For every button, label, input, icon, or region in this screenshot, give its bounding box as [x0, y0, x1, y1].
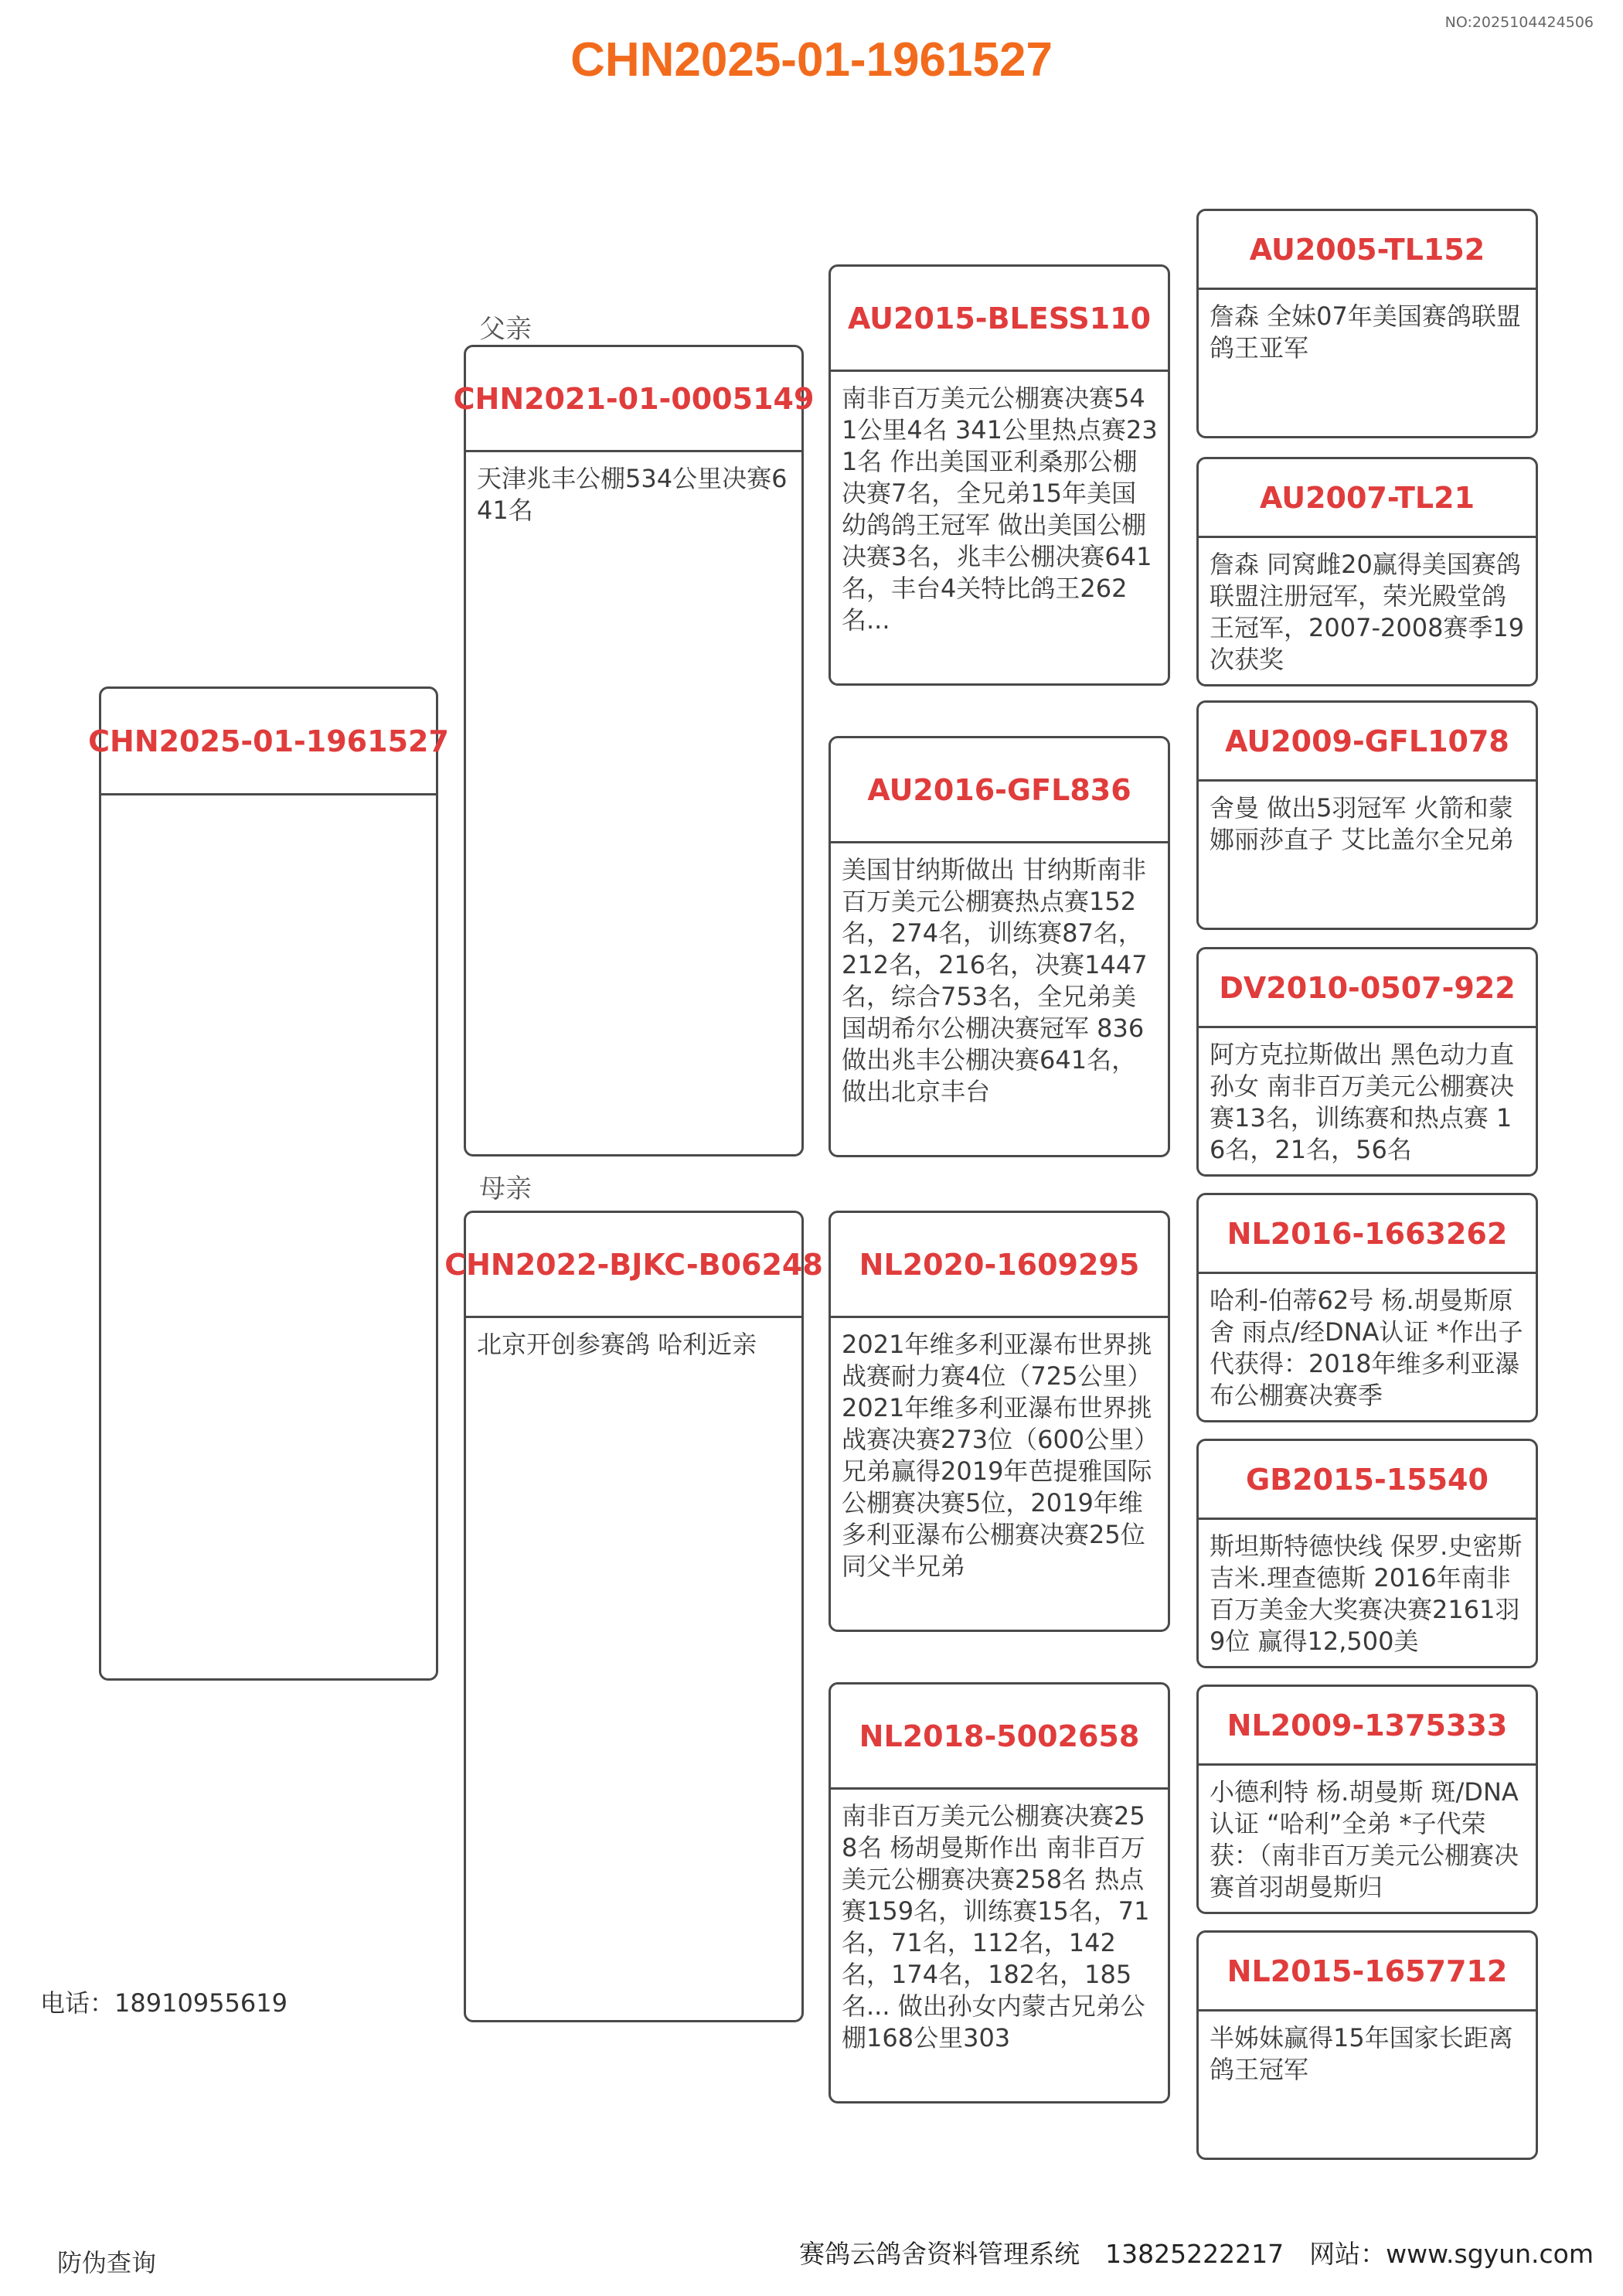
mother-label: 母亲 [479, 1174, 532, 1204]
ancestor-card-7 [1196, 1685, 1538, 1914]
mother-desc: 北京开创参赛鸽 哈利近亲 [477, 1330, 757, 1359]
ancestor-card-5 [1196, 1193, 1538, 1422]
granddam-maternal-desc: 南非百万美元公棚赛决赛258名 杨胡曼斯作出 南非百万美元公棚赛决赛258名 热点赛159名，训练赛15名，71名，71名，112名，142名，174名，182名，185名... 做出孙女内蒙古兄弟公棚168公里303 [842, 1801, 1150, 2052]
ancestor-card-2 [1196, 457, 1538, 686]
ancestor-ring-8: NL2015-1657712 [1199, 1933, 1536, 2012]
ancestor-ring-1: AU2005-TL152 [1199, 211, 1536, 290]
ancestor-ring-5: NL2016-1663262 [1199, 1195, 1536, 1274]
grandsire-paternal-desc: 南非百万美元公棚赛决赛541公里4名 341公里热点赛231名 作出美国亚利桑那公棚决赛7名，全兄弟15年美国幼鸽鸽王冠军 做出美国公棚决赛3名，兆丰公棚决赛641名，丰台4关特比鸽王262名... [842, 383, 1158, 635]
document-number: NO:2025104424506 [1444, 14, 1594, 31]
grandsire-paternal-card [829, 264, 1170, 686]
self-card [88, 686, 449, 1681]
father-label: 父亲 [479, 314, 532, 345]
father-ring: CHN2021-01-0005149 [466, 347, 801, 452]
granddam-paternal-desc: 美国甘纳斯做出 甘纳斯南非百万美元公棚赛热点赛152名，274名，训练赛87名，212名，216名，决赛1447名，综合753名，全兄弟美国胡希尔公棚决赛冠军 836做出兆丰公棚决赛641名，做出北京丰台 [842, 855, 1148, 1106]
ancestor-desc-4: 阿方克拉斯做出 黑色动力直孙女 南非百万美元公棚赛决赛13名，训练赛和热点赛 16名，21名，56名 [1210, 1040, 1515, 1164]
footer-system-info: 赛鸽云鸽舍资料管理系统 13825222217 网站：www.sgyun.com [799, 2239, 1594, 2269]
granddam-maternal-card [829, 1682, 1170, 2104]
grandsire-maternal-ring: NL2020-1609295 [831, 1213, 1168, 1318]
ancestor-card-1 [1196, 209, 1538, 438]
ancestor-desc-8: 半姊妹赢得15年国家长距离鸽王冠军 [1210, 2023, 1513, 2084]
ancestor-ring-7: NL2009-1375333 [1199, 1687, 1536, 1766]
grandsire-paternal-ring: AU2015-BLESS110 [831, 267, 1168, 372]
phone-number: 电话：18910955619 [40, 1988, 288, 2018]
granddam-paternal-card [829, 736, 1170, 1157]
ancestor-ring-2: AU2007-TL21 [1199, 459, 1536, 538]
ancestor-card-4 [1196, 947, 1538, 1177]
mother-card [444, 1211, 823, 2022]
granddam-paternal-ring: AU2016-GFL836 [831, 738, 1168, 843]
grandsire-maternal-card [829, 1211, 1170, 1632]
self-ring: CHN2025-01-1961527 [101, 689, 436, 795]
ancestor-card-3 [1196, 700, 1538, 930]
ancestor-desc-7: 小德利特 杨.胡曼斯 斑/DNA认证 “哈利”全弟 *子代荣获：（南非百万美元公棚赛决赛首羽胡曼斯归 [1210, 1777, 1519, 1902]
father-card [453, 345, 815, 1157]
father-desc: 天津兆丰公棚534公里决赛641名 [477, 464, 788, 525]
anti-counterfeit-link[interactable]: 防伪查询 [57, 2248, 157, 2277]
ancestor-desc-6: 斯坦斯特德快线 保罗.史密斯 吉米.理查德斯 2016年南非百万美金大奖赛决赛2161羽9位 赢得12,500美 [1210, 1531, 1523, 1656]
ancestor-ring-6: GB2015-15540 [1199, 1441, 1536, 1520]
ancestor-ring-3: AU2009-GFL1078 [1199, 703, 1536, 782]
ancestor-ring-4: DV2010-0507-922 [1199, 949, 1536, 1028]
page-title: CHN2025-01-1961527 [570, 33, 1053, 87]
ancestor-desc-2: 詹森 同窝雌20赢得美国赛鸽联盟注册冠军，荣光殿堂鸽王冠军，2007-2008赛季19次获奖 [1210, 550, 1525, 674]
granddam-maternal-ring: NL2018-5002658 [831, 1685, 1168, 1790]
ancestor-desc-1: 詹森 全妹07年美国赛鸽联盟鸽王亚军 [1210, 301, 1521, 363]
grandsire-maternal-desc: 2021年维多利亚瀑布世界挑战赛耐力赛4位（725公里）2021年维多利亚瀑布世界挑战赛决赛273位（600公里）兄弟赢得2019年芭提雅国际公棚赛决赛5位，2019年维多利亚瀑布公棚赛决赛25位同父半兄弟 [842, 1330, 1152, 1581]
ancestor-desc-5: 哈利-伯蒂62号 杨.胡曼斯原舍 雨点/经DNA认证 *作出子代获得：2018年维多利亚瀑布公棚赛决赛季 [1210, 1286, 1523, 1410]
ancestor-desc-3: 舍曼 做出5羽冠军 火箭和蒙娜丽莎直子 艾比盖尔全兄弟 [1210, 793, 1515, 854]
ancestor-card-6 [1196, 1439, 1538, 1668]
mother-ring: CHN2022-BJKC-B06248 [466, 1213, 801, 1318]
ancestor-card-8 [1196, 1930, 1538, 2160]
self-desc [101, 795, 436, 806]
